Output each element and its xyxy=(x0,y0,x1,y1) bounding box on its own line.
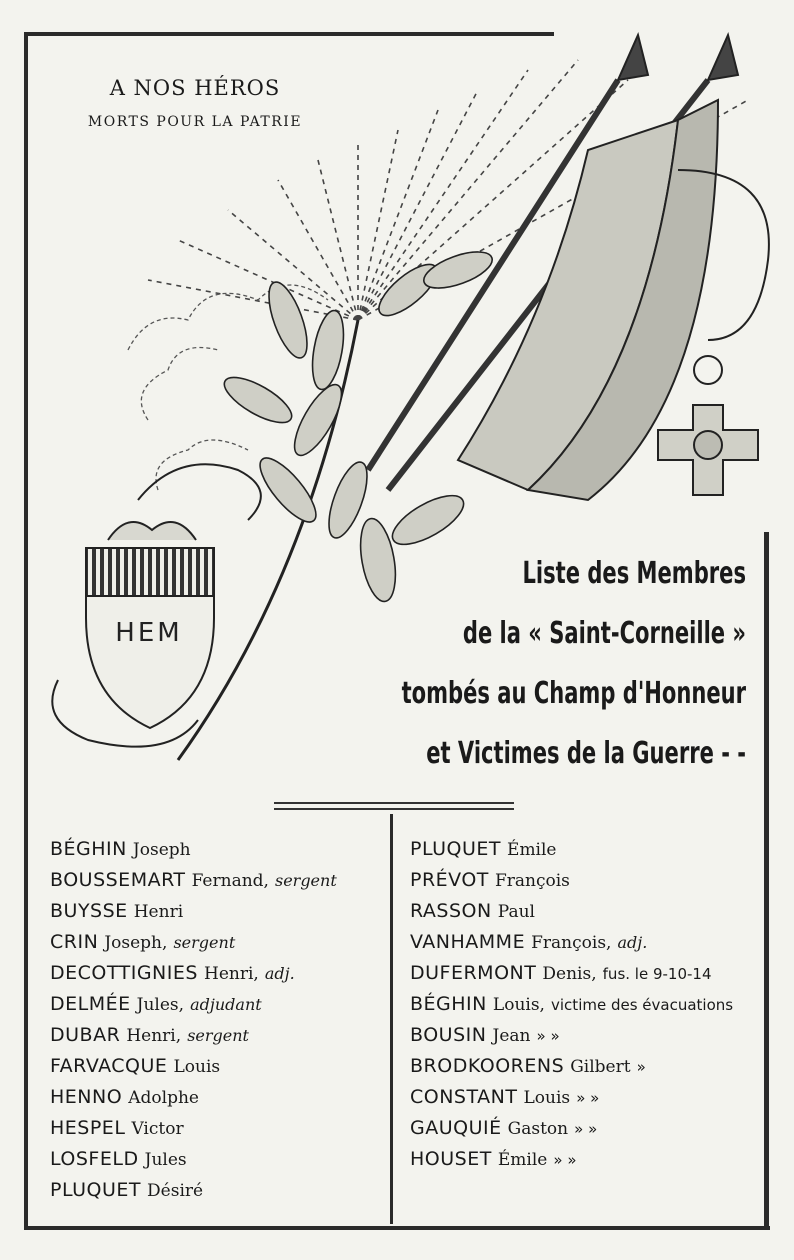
rank-note: sergent xyxy=(173,933,236,952)
surname: PRÉVOT xyxy=(410,869,489,891)
surname: HENNO xyxy=(50,1086,123,1108)
first-name: Fernand, xyxy=(191,871,269,891)
name-entry xyxy=(50,1051,337,1082)
rank-note: adj. xyxy=(264,964,295,983)
rank-note: victime des évacuations xyxy=(551,996,734,1014)
name-entry xyxy=(410,927,733,958)
surname: DUFERMONT xyxy=(410,962,537,984)
name-entry xyxy=(410,1020,733,1051)
first-name: Émile xyxy=(507,840,557,860)
surname: HESPEL xyxy=(50,1117,126,1139)
name-entry xyxy=(50,1020,337,1051)
name-entry xyxy=(410,1051,733,1082)
first-name: Joseph xyxy=(132,840,191,860)
rank-note: » » xyxy=(553,1151,577,1169)
first-name: Désiré xyxy=(147,1181,204,1201)
name-entry xyxy=(50,834,337,865)
surname: RASSON xyxy=(410,900,492,922)
first-name: Henri, xyxy=(204,964,259,984)
first-name: Joseph, xyxy=(104,933,168,953)
name-entry xyxy=(50,896,337,927)
surname: DUBAR xyxy=(50,1024,121,1046)
column-divider xyxy=(390,814,393,1224)
first-name: Gaston xyxy=(507,1119,569,1139)
name-entry xyxy=(410,1144,733,1175)
list-title-line-4: et Victimes de la Guerre - - xyxy=(426,736,746,771)
surname: PLUQUET xyxy=(50,1179,141,1201)
rank-note: adjudant xyxy=(190,995,262,1014)
first-name: Adolphe xyxy=(128,1088,199,1108)
heading-title: A NOS HÉROS xyxy=(109,76,281,100)
surname: FARVACQUE xyxy=(50,1055,168,1077)
first-name: Henri, xyxy=(126,1026,182,1046)
name-entry xyxy=(410,958,733,989)
list-title-line-1: Liste des Membres xyxy=(522,556,746,591)
surname: CRIN xyxy=(50,931,99,953)
surname: DELMÉE xyxy=(50,993,131,1015)
name-entry xyxy=(410,989,733,1020)
surname: HOUSET xyxy=(410,1148,492,1170)
separator-line xyxy=(274,808,514,810)
first-name: Jean xyxy=(492,1026,531,1046)
surname: PLUQUET xyxy=(410,838,501,860)
first-name: Louis xyxy=(173,1057,221,1077)
name-entry xyxy=(410,896,733,927)
heading-subtitle: MORTS POUR LA PATRIE xyxy=(87,114,303,130)
name-entry xyxy=(50,1113,337,1144)
surname: BUYSSE xyxy=(50,900,128,922)
list-title-line-3: tombés au Champ d'Honneur xyxy=(401,676,746,711)
name-entry xyxy=(50,1082,337,1113)
rank-note: » » xyxy=(576,1089,600,1107)
name-entry xyxy=(50,1175,337,1206)
name-entry xyxy=(50,1144,337,1175)
first-name: Henri xyxy=(133,902,184,922)
name-entry xyxy=(410,865,733,896)
names-list-left xyxy=(50,834,337,1206)
name-entry xyxy=(410,1113,733,1144)
shield-label: HEM xyxy=(115,618,183,648)
name-entry xyxy=(50,865,337,896)
surname: DECOTTIGNIES xyxy=(50,962,198,984)
first-name: Victor xyxy=(131,1119,184,1139)
first-name: Paul xyxy=(497,902,535,922)
surname: GAUQUIÉ xyxy=(410,1117,502,1139)
rank-note: » xyxy=(636,1058,646,1076)
name-entry xyxy=(50,927,337,958)
surname: BÉGHIN xyxy=(410,993,487,1015)
name-entry xyxy=(50,958,337,989)
first-name: François, xyxy=(531,933,612,953)
rank-note: adj. xyxy=(617,933,648,952)
rank-note: sergent xyxy=(187,1026,249,1045)
surname: BOUSSEMART xyxy=(50,869,186,891)
rank-note: sergent xyxy=(274,871,337,890)
surname: BRODKOORENS xyxy=(410,1055,565,1077)
name-entry xyxy=(410,834,733,865)
list-title-line-2: de la « Saint-Corneille » xyxy=(462,616,746,651)
frame-bottom-border xyxy=(24,1226,770,1230)
name-entry xyxy=(410,1082,733,1113)
surname: LOSFELD xyxy=(50,1148,139,1170)
first-name: François xyxy=(494,871,570,891)
first-name: Gilbert xyxy=(570,1057,631,1077)
first-name: Louis, xyxy=(492,995,545,1015)
surname: BÉGHIN xyxy=(50,838,127,860)
first-name: Émile xyxy=(497,1150,548,1170)
surname: CONSTANT xyxy=(410,1086,518,1108)
first-name: Denis, xyxy=(542,964,597,984)
surname: VANHAMME xyxy=(410,931,526,953)
first-name: Jules, xyxy=(136,995,185,1015)
first-name: Jules xyxy=(144,1150,187,1170)
first-name: Louis xyxy=(523,1088,571,1108)
surname: BOUSIN xyxy=(410,1024,487,1046)
name-entry xyxy=(50,989,337,1020)
list-title xyxy=(379,544,746,784)
names-list-right xyxy=(410,834,733,1175)
rank-note: fus. le 9-10-14 xyxy=(602,965,712,983)
separator-line xyxy=(274,802,514,804)
rank-note: » » xyxy=(574,1120,598,1138)
rank-note: » » xyxy=(536,1027,560,1045)
